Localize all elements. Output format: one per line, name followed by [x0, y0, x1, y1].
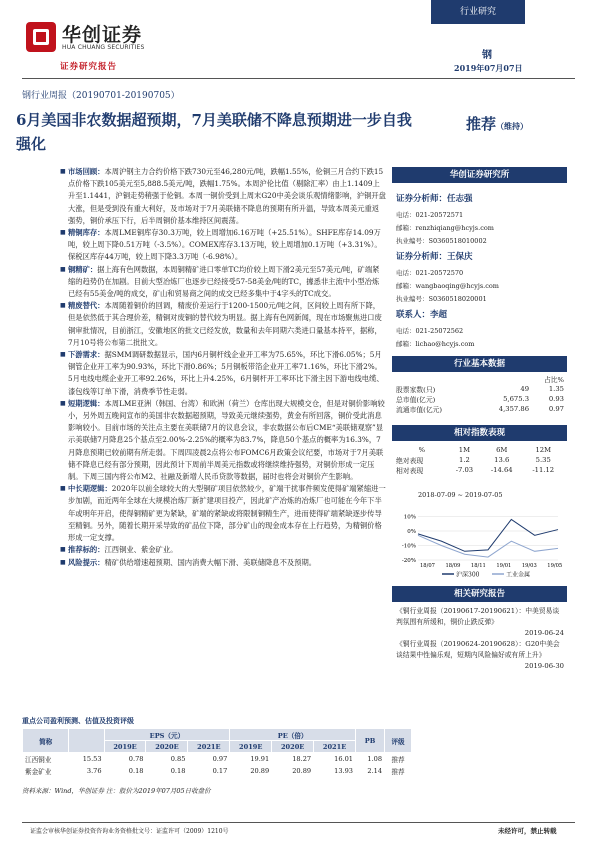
summary-paragraph: ■ 推荐标的：江西铜业、紫金矿业。 [60, 544, 386, 556]
series-line-2 [418, 535, 558, 557]
related-item[interactable]: 《铜行业周报（20190624-20190628）：G20中美会谈结果中性偏乐观，短期内风险偏好或有所上升》 [396, 640, 560, 659]
team-header: 华创证券研究所 [392, 167, 567, 183]
sector-label: 钢 [482, 50, 492, 61]
performance-table: % 1M 6M 12M 绝对表现 1.2 13.6 5.35 相对表现 -7.03 -14.64 -11.12 [396, 445, 564, 475]
chart-title: 2018-07-09 ~ 2019-07-05 [418, 491, 503, 499]
related-date: 2019-06-24 [524, 629, 564, 637]
y-tick-label: 10% [403, 514, 416, 521]
rating [466, 113, 528, 134]
footer-copyright: 未经许可，禁止转载 [498, 827, 557, 835]
table-row: 江西铜业 15.53 0.78 0.85 0.97 19.91 18.27 16.01 1.08 推荐 [23, 753, 412, 765]
related-header: 相关研究报告 [392, 586, 567, 602]
summary-paragraph: ■ 精铜库存：本周LME铜库存30.3万吨，较上周增加6.16万吨（+25.51%）。SHFE库存14.09万吨，较上周下降0.51万吨（-3.5%）。COMEX库存3.13万吨，较上周增加0.1万吨（+3.31%）。保税区库存44万吨，较上周下降3.3万吨（-6.98%）。 [60, 227, 386, 264]
summary-paragraph: ■ 铜精矿：据上海有色网数据，本周铜精矿进口零单TC均价较上周下滑2美元至57美元/吨，矿端紧缩的趋势仍在加剧。目前大型冶炼厂也逐步已经接受57-58美金/吨的TC，據悉非主流中小型冶炼已经有55美金/吨的成交，矿山和贸易商之间的成交已经多集中于4字头的TC成交。 [60, 264, 386, 301]
legend-series-2: 工业金属 [506, 571, 531, 579]
related-list [396, 606, 564, 672]
y-tick-label: -20% [401, 558, 416, 564]
related-item[interactable]: 《铜行业周报（20190617-20190621）：中美贸易谈判氛围有所缓和，铜价止跌反弹》 [396, 607, 560, 626]
related-date: 2019-06-30 [524, 662, 564, 670]
x-tick-label: 19/05 [547, 563, 563, 569]
basic-data-header: 行业基本数据 [392, 356, 567, 372]
analyst1: 证券分析师：任志强 [396, 194, 473, 204]
forecast-table-title: 重点公司盈利预测、估值及投资评级 [22, 716, 134, 725]
logo-mark-icon [26, 22, 56, 52]
logo-cn-text: 华创证券 [62, 24, 143, 46]
legend-series-1: 沪深300 [456, 571, 480, 579]
forecast-table: 简称 EPS（元） PE（倍） PB 评级 2019E 2020E 2021E 2019E 2020E 2021E 江西铜业 15.53 0.78 0.85 0.97 19.91 18.27 16.01 1.08 推荐 紫金矿业 3.76 0.18 0.18 0.17 20.89 20.89 13.93 2.14 推荐 [22, 728, 412, 777]
performance-header: 相对指数表现 [392, 425, 567, 441]
analyst1-phone: 电话：021-20572571 [396, 211, 464, 219]
footer-divider [22, 822, 575, 823]
x-tick-label: 18/07 [420, 563, 435, 569]
table-source: 资料来源：Wind，华创证券 注：股价为2019年07月05日收盘价 [22, 787, 211, 795]
table-row: 紫金矿业 3.76 0.18 0.18 0.17 20.89 20.89 13.93 2.14 推荐 [23, 765, 412, 777]
summary-paragraph: ■ 精废替代：本周随着铜价的回调，精废价差运行于1200-1500元/吨之间，区间较上周有所下降，但是依然低于其合理价差，精铜对废铜的替代较为明显。据上海有色网新闻，现在市场聚焦进口废铜审批情况，目前浙江，安徽地区的批文已经发放，数量和去年同期六类进口量基本持平，据称，7月10号将公布第二批批文。 [60, 300, 386, 349]
analyst2-phone: 电话：021-20572570 [396, 269, 464, 277]
series-line-1 [418, 519, 558, 551]
summary-paragraph: ■ 市场回顾：本周沪钢主力合约价格下跌730元至46,280元/吨，跌幅1.55%，伦铜三月合约下跌15点价格下跌105美元至5,888.5美元/吨，跌幅1.75%。本周沪伦比值（剔除汇率）由上1.1409上升至1.1441，沪铜走势稍强于伦铜。本周一铜价受到上周末G20中美会谈乐观情绪影响，沪铜开盘大涨，但是受到没有重大利好，及市场对于7月美联储不降息的预期有所升温，导致本周美元重返强势，铜价承压下行，后半周铜价基本维持区间震荡。 [60, 166, 386, 227]
table-row: 股票家数(只) 49 1.35 [396, 385, 564, 394]
contact-phone: 电话：021-25072562 [396, 327, 464, 335]
table-row: 流通市值(亿元) 4,357.86 0.97 [396, 405, 564, 414]
summary-paragraph: ■ 下游需求：据SMM调研数据显示，国内6月铜杆线企业开工率为75.65%，环比下滑6.05%；5月铜管企业开工率为90.93%，环比下滑0.86%；5月铜板带箔企业开工率71.16%，环比下滑2%。5月电线电缆企业开工率92.26%，环比上升4.25%，6月铜杆开工率环比下滑主因下游电线电缆、漆包线等订单下滑，消费季节性走弱。 [60, 349, 386, 398]
y-tick-label: 0% [407, 529, 416, 535]
analyst2-email[interactable]: 邮箱：wangbaoqing@hcyjs.com [396, 282, 499, 290]
analyst2-cert: 执业编号：S0360518020001 [396, 295, 487, 303]
contact-email[interactable]: 邮箱：lichao@hcyjs.com [396, 340, 475, 348]
rating-value: 推荐 [466, 115, 497, 133]
analyst1-email[interactable]: 邮箱：renzhiqiang@hcyjs.com [396, 224, 494, 232]
chart-legend [442, 571, 530, 579]
company-logo [26, 18, 146, 62]
report-type: 证券研究报告 [60, 62, 118, 72]
summary-paragraph: ■ 短期逻辑：本周LME亚洲（韩国、台湾）和欧洲（荷兰）仓库出现大规模交仓，但是对铜价影响较小，另外周五晚间宣布的美国非农数据超预期，导致美元继续强势，黄金有所回落，铜价受此消息影响较小。目前市场的关注点主要在美联储7月的议息会议，非农数据公布后CME“美联储观察”显示美联储7月降息25个基点至2.00%-2.25%的概率为83.7%，降息50个基点的概率为16.3%，7月降息预期已较前期有所走弱。下周四凌晨2点将公布FOMC6月政策会议纪要，市场对于7月美联储不降息已经有部分预期，因此预计下周前半周美元指数或将继续维持强势，对铜价形成一定压制。下周三国内将公布M2、社融及新增人民币贷款等数据，届时也将会对铜价产生影响。 [60, 398, 386, 483]
x-tick-label: 18/09 [445, 563, 461, 569]
footer-license: 证监会审核华创证券投资咨询业务资格批文号：证监许可（2009）1210号 [30, 828, 229, 835]
divider [22, 78, 575, 79]
contact: 联系人：李超 [396, 310, 448, 320]
x-tick-label: 18/11 [470, 563, 486, 569]
rating-note: （维持） [496, 121, 529, 131]
x-tick-label: 19/01 [496, 563, 512, 569]
y-tick-label: -10% [401, 543, 416, 550]
x-tick-label: 19/03 [521, 563, 537, 569]
table-row: 总市值(亿元) 5,675.3 0.93 [396, 395, 564, 404]
logo-en-text: HUA CHUANG SECURITIES [62, 44, 145, 51]
analyst1-cert: 执业编号：S0360518010002 [396, 237, 487, 245]
analyst2: 证券分析师：王保庆 [396, 252, 473, 262]
basic-data-table: 占比% 股票家数(只) 49 1.35 总市值(亿元) 5,675.3 0.93 流通市值(亿元) 4,357.86 0.97 [396, 376, 564, 414]
report-date: 2019年07月07日 [454, 63, 523, 73]
summary-body [60, 166, 386, 569]
weekly-label: 钢行业周报（20190701-20190705） [22, 91, 180, 101]
performance-chart [396, 488, 566, 580]
page-title: 6月美国非农数据超预期，7月美联储不降息预期进一步自我强化 [16, 111, 412, 153]
table-row: 绝对表现 1.2 13.6 5.35 [396, 456, 551, 465]
table-row: 相对表现 -7.03 -14.64 -11.12 [396, 466, 555, 475]
report-category-tab: 行业研究 [431, 0, 525, 24]
summary-paragraph: ■ 中长期逻辑：2020年以前全球较大的大型铜矿项目依然较少，矿端干扰事件频发使得矿端紧缩进一步加剧，而近两年全球在大规模冶炼厂新扩建项目投产，因此矿产冶炼的冶炼厂也可能在今年下半年或明年开启，使得铜精矿更为紧缺，矿端的紧缺或将限制铜精生产，进而使得矿端紧缺逐步传导至精铜。另外，随着长期开采导致的矿品位下降，部分矿山的现金成本存在上行趋势，为精铜价格形成一定支撑。 [60, 483, 386, 544]
summary-paragraph: ■ 风险提示：精矿供给增速超预期、国内消费大幅下滑、美联储降息不及预期。 [60, 557, 386, 569]
